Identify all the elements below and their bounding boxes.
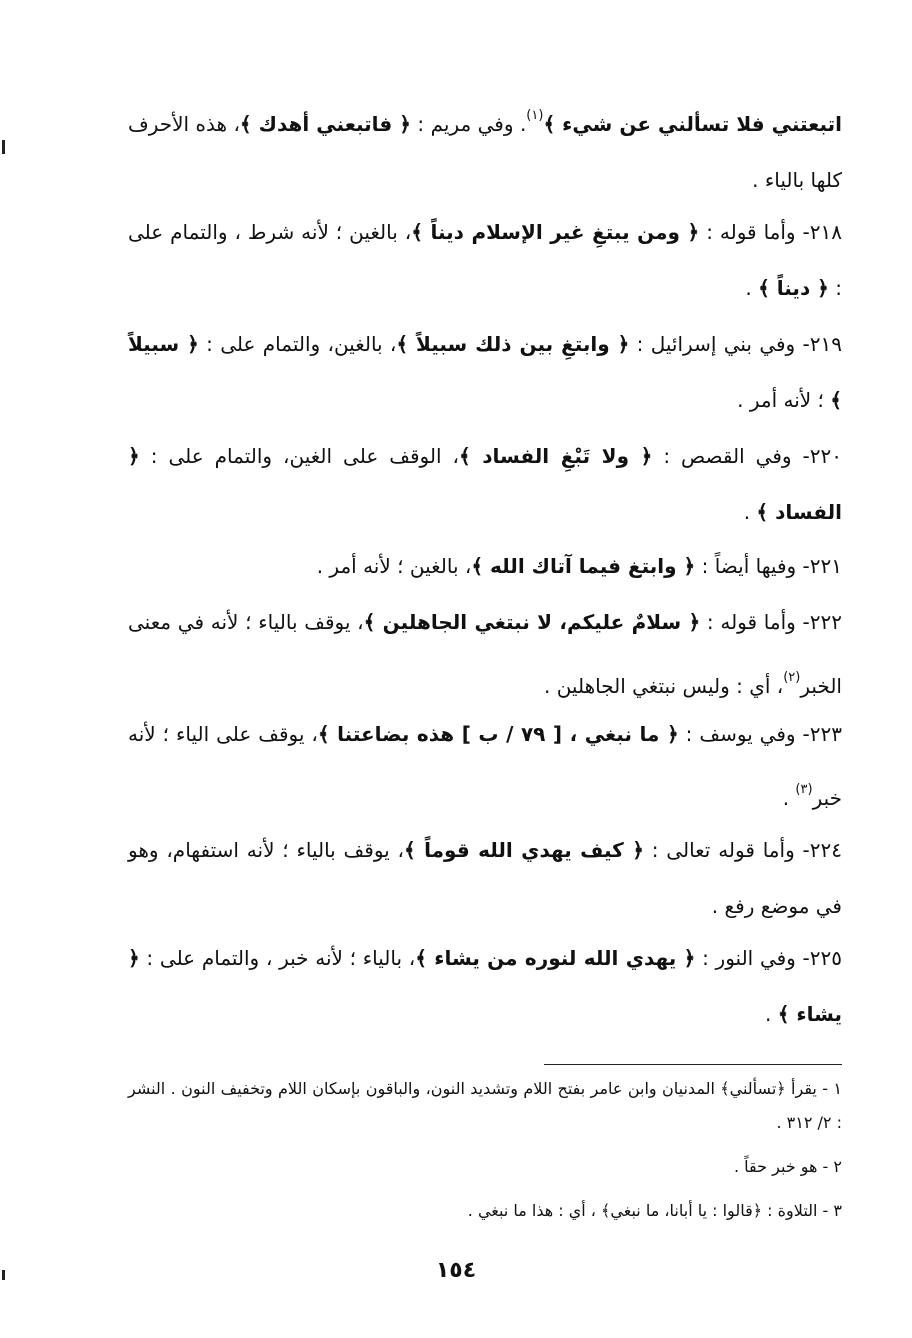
paragraph-text: ٢٢٥- وفي النور : (695, 946, 843, 970)
paragraph (128, 88, 842, 208)
quran-quote: ﴿ يشاء ﴾ (128, 946, 842, 1026)
quran-quote: اتبعتني فلا تسألني عن شيء ﴾ (543, 112, 843, 136)
paragraph-223 (128, 706, 842, 826)
quran-quote: ﴿ سلامٌ عليكم، لا نبتغي الجاهلين ﴾ (363, 610, 701, 634)
footnote-2: ٢ - هو خبر حقاً . (734, 1157, 842, 1176)
paragraph-text: . (765, 1002, 778, 1026)
paragraph-text: ، بالغين ؛ لأنه شرط ، والتمام على : (128, 220, 842, 300)
footnote-separator (544, 1064, 842, 1065)
quran-quote: ﴿ كيف يهدي الله قوماً ﴾ (404, 838, 644, 862)
paragraph-221 (128, 538, 842, 594)
paragraph-text: ، يوقف على الياء ؛ لأنه خبر (128, 722, 842, 810)
quran-quote: ﴿ ولا تَبْغِ الفساد ﴾ (458, 444, 653, 468)
paragraph-text: ، هذه الأحرف كلها بالياء . (128, 112, 842, 192)
paragraph-220 (128, 428, 842, 540)
paragraph-text: ٢٢٠- وفي القصص : (652, 444, 842, 468)
paragraph-text: ٢٢٢- وأما قوله : (700, 610, 842, 634)
footnote-3: ٣ - التلاوة : ﴿قالوا : يا أبانا، ما نبغي﴾ ، أي : هذا ما نبغي . (467, 1201, 842, 1220)
paragraph-224 (128, 822, 842, 934)
quran-quote: ﴿ ديناً ﴾ (758, 276, 829, 300)
quran-quote: ﴿ ما نبغي ، [ ٧٩ / ب ] هذه بضاعتنا ﴾ (317, 722, 679, 746)
paragraph-text: . (743, 500, 757, 524)
scan-edge-mark (2, 140, 5, 154)
footnote-marker: (٢) (783, 670, 801, 685)
paragraph-text: . (782, 786, 796, 810)
paragraph-text: . (745, 276, 759, 300)
quran-quote: ﴿ الفساد ﴾ (128, 444, 842, 524)
paragraph-text: ٢٢٣- وفي يوسف : (678, 722, 842, 746)
paragraph-text: ، يوقف بالياء ؛ لأنه في معنى الخبر (128, 610, 842, 698)
quran-quote: ﴿ ومن يبتغِ غير الإسلام ديناً ﴾ (411, 220, 700, 244)
page-number: ١٥٤ (435, 1258, 477, 1283)
footnote-marker: (٣) (795, 782, 813, 797)
paragraph-225 (128, 930, 842, 1042)
quran-quote: ﴿ سبيلاً ﴾ (128, 332, 842, 412)
paragraph-text: ، أي : وليس نبتغي الجاهلين . (543, 674, 784, 698)
paragraph-text: ، يوقف بالياء ؛ لأنه استفهام، وهو في موضع رفع . (128, 838, 842, 918)
paragraph-219 (128, 316, 842, 428)
paragraph-text: ٢١٩- وفي بني إسرائيل : (629, 332, 842, 356)
footnote-1: ١ - يقرأ ﴿تسألني﴾ المدنيان وابن عامر بفتح اللام وتشديد النون، والباقون بإسكان اللام وتخفيف النون . النشر : ٢/ ٣١٢ . (128, 1079, 842, 1132)
paragraph-text: . وفي مريم : (411, 112, 527, 136)
paragraph-text: ، بالياء ؛ لأنه خبر ، والتمام على : (139, 946, 416, 970)
paragraph-text: ؛ لأنه أمر . (737, 388, 831, 412)
paragraph-text: ، الوقف على الغين، والتمام على : (139, 444, 459, 468)
paragraph-218 (128, 204, 842, 316)
paragraph-text: ٢١٨- وأما قوله : (699, 220, 842, 244)
paragraph-text: ، بالغين، والتمام على : (198, 332, 397, 356)
paragraph-text: ٢٢١- وفيها أيضاً : (695, 554, 842, 578)
paragraph-222 (128, 594, 842, 714)
quran-quote: ﴿ يهدي الله لنوره من يشاء ﴾ (415, 946, 696, 970)
quran-quote: ﴿ فاتبعني أهدك ﴾ (239, 112, 412, 136)
paragraph-text: ٢٢٤- وأما قوله تعالى : (643, 838, 842, 862)
quran-quote: ﴿ وابتغ فيما آتاك الله ﴾ (471, 554, 696, 578)
footnote-marker: (١) (526, 108, 544, 123)
quran-quote: ﴿ وابتغِ بين ذلك سبيلاً ﴾ (396, 332, 630, 356)
paragraph-text: ، بالغين ؛ لأنه أمر . (316, 554, 472, 578)
